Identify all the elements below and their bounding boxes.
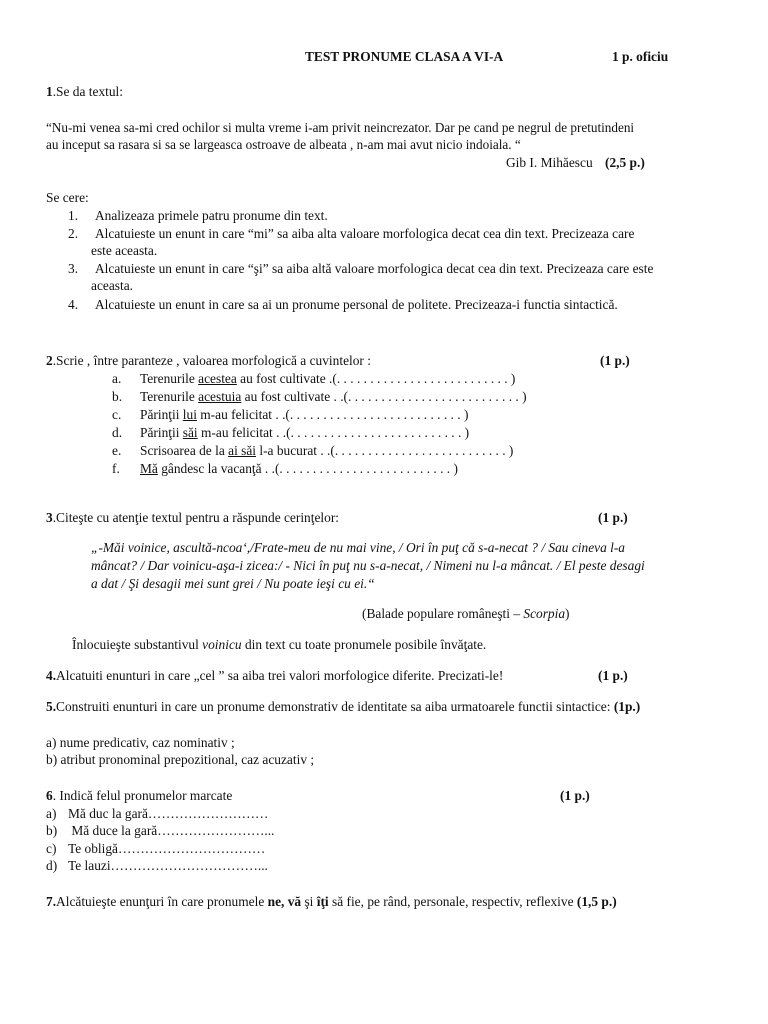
q2-item-e: e. Scrisoarea de la ai săi l-a bucurat . .(. . . . . . . . . . . . . . . . . . . . . . . . . . ) <box>112 443 514 458</box>
office-points: 1 p. oficiu <box>612 49 669 64</box>
q4-prompt: 4.Alcatuiti enunturi in care „cel ” sa aiba trei valori morfologice diferite. Precizati-le! <box>46 668 504 683</box>
q2-prompt: 2.Scrie , între paranteze , valoarea morfologică a cuvintelor : <box>46 353 371 368</box>
q1-task-2-line1: Alcatuieste un enunt in care “mi” sa aiba alta valoare morfologica decat cea din text. Precizeaza care <box>95 226 635 241</box>
q2-item-c: c. Părinţii lui m-au felicitat . .(. . . . . . . . . . . . . . . . . . . . . . . . . . ) <box>112 407 469 422</box>
q1-task-3-line2: aceasta. <box>91 278 133 293</box>
q2-points: (1 p.) <box>600 353 630 368</box>
q6-item-a: a) Mă duc la gară……………………… <box>46 806 269 821</box>
q1-task-4-num: 4. <box>68 297 79 312</box>
q1-quote-line2: au inceput sa rasara si sa se largeasca ostroave de albeata , n-am mai avut nicio indoiala. “ <box>46 137 521 152</box>
q6-points: (1 p.) <box>560 788 590 803</box>
q5-prompt: 5.Construiti enunturi in care un pronume demonstrativ de identitate sa aiba urmatoarele functii sintactice: (1p.) <box>46 699 641 714</box>
q1-intro: 1.Se da textul: <box>46 84 123 99</box>
q3-poem-line2: mâncat? / Dar voinicu-aşa-i zicea:/ - Nici în puţ nu s-a-necat, / Nimeni nu l-a mâncat. / El peste desagi <box>91 558 645 573</box>
q1-task-1: Analizeaza primele patru pronume din text. <box>95 208 328 223</box>
q6-item-c: c) Te obligă…………………………… <box>46 841 266 856</box>
q7-prompt: 7.Alcătuieşte enunţuri în care pronumele ne, vă şi îţi să fie, pe rând, personale, respectiv, reflexive (1,5 p.) <box>46 894 617 909</box>
q1-points: (2,5 p.) <box>605 155 645 170</box>
q3-prompt: 3.Citeşte cu atenţie textul pentru a răspunde cerinţelor: <box>46 510 340 525</box>
q4-points: (1 p.) <box>598 668 628 683</box>
q6-prompt: 6. Indică felul pronumelor marcate <box>46 788 233 803</box>
q2-item-f: f. Mă gândesc la vacanţă . .(. . . . . . . . . . . . . . . . . . . . . . . . . . ) <box>112 461 458 476</box>
q3-points: (1 p.) <box>598 510 628 525</box>
q6-item-d: d) Te lauzi……………………………... <box>46 858 268 873</box>
q5-item-a: a) nume predicativ, caz nominativ ; <box>46 735 235 750</box>
q5-item-b: b) atribut pronominal prepozitional, caz acuzativ ; <box>46 752 315 767</box>
q1-task-2-line2: este aceasta. <box>91 243 158 258</box>
q1-task-3-line1: Alcatuieste un enunt in care “şi” sa aiba altă valoare morfologica decat cea din text. Precizeaza care este <box>95 261 654 276</box>
q3-poem-line3: a dat / Şi desagii mei sunt grei / Nu poate ieşi cu ei.“ <box>91 576 375 591</box>
q1-task-2-num: 2. <box>68 226 79 241</box>
q1-task-1-num: 1. <box>68 208 79 223</box>
q1-task-3-num: 3. <box>68 261 79 276</box>
q1-task-4: Alcatuieste un enunt in care sa ai un pronume personal de politete. Precizeaza-i functia sintactică. <box>95 297 618 312</box>
q3-source: (Balade populare româneşti – Scorpia) <box>362 606 570 621</box>
q3-task: Înlocuieşte substantivul voinicu din text cu toate pronumele posibile învăţate. <box>72 637 487 652</box>
q2-item-a: a. Terenurile acestea au fost cultivate .(. . . . . . . . . . . . . . . . . . . . . . . . . . ) <box>112 371 516 386</box>
q2-item-b: b. Terenurile acestuia au fost cultivate . .(. . . . . . . . . . . . . . . . . . . . . . . . . . ) <box>112 389 527 404</box>
q1-quote-line1: “Nu-mi venea sa-mi cred ochilor si multa vreme i-am privit neincrezator. Dar pe cand pe negrul de pretutindeni <box>46 120 635 135</box>
q6-item-b: b) Mă duce la gară……………………... <box>46 823 275 838</box>
q2-item-d: d. Părinţii săi m-au felicitat . .(. . . . . . . . . . . . . . . . . . . . . . . . . . ) <box>112 425 470 440</box>
q1-author: Gib I. Mihăescu <box>506 155 593 170</box>
page-title: TEST PRONUME CLASA A VI-A <box>305 49 504 64</box>
q3-poem-line1: „-Măi voinice, ascultă-ncoa‘,/Frate-meu de nu mai vine, / Ori în puţ că s-a-necat ? / Sau cineva l-a <box>91 540 626 555</box>
q1-se-cere: Se cere: <box>46 190 89 205</box>
